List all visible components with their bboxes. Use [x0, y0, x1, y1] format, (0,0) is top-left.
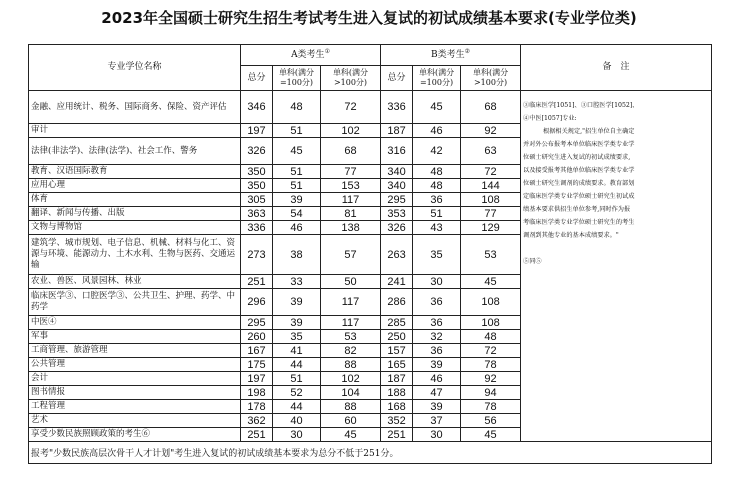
score-a-s100: 41 [273, 344, 321, 358]
score-table [28, 44, 712, 464]
score-a-s100: 39 [273, 316, 321, 330]
score-a-total: 363 [241, 207, 273, 221]
score-b-s100: 30 [413, 275, 461, 289]
score-a-sover: 117 [321, 193, 381, 207]
score-b-sover: 77 [461, 207, 521, 221]
subject-name: 应用心理 [29, 179, 241, 193]
subject-name: 会计 [29, 372, 241, 386]
score-b-sover: 63 [461, 138, 521, 165]
score-a-sover: 72 [321, 91, 381, 124]
score-b-s100: 39 [413, 358, 461, 372]
score-a-total: 273 [241, 235, 273, 275]
score-a-sover: 45 [321, 428, 381, 442]
subject-name: 审计 [29, 124, 241, 138]
subject-name: 军事 [29, 330, 241, 344]
score-a-total: 350 [241, 165, 273, 179]
score-b-total: 316 [381, 138, 413, 165]
b-single100-header: 单科(满分 =100分) [413, 66, 461, 91]
score-b-s100: 32 [413, 330, 461, 344]
score-b-total: 187 [381, 372, 413, 386]
remarks-line: ④中医[1057]专业: [523, 115, 577, 122]
score-b-total: 326 [381, 221, 413, 235]
subject-name: 公共管理 [29, 358, 241, 372]
score-b-total: 165 [381, 358, 413, 372]
score-a-sover: 88 [321, 400, 381, 414]
score-a-sover: 102 [321, 124, 381, 138]
score-a-total: 178 [241, 400, 273, 414]
score-a-sover: 50 [321, 275, 381, 289]
subject-name: 翻译、新闻与传播、出版 [29, 207, 241, 221]
score-a-s100: 39 [273, 193, 321, 207]
subject-name: 临床医学③、口腔医学③、公共卫生、护理、药学、中药学 [29, 289, 241, 316]
score-a-s100: 38 [273, 235, 321, 275]
score-b-s100: 51 [413, 207, 461, 221]
score-b-s100: 39 [413, 400, 461, 414]
page-title: 2023年全国硕士研究生招生考试考生进入复试的初试成绩基本要求(专业学位类) [101, 9, 637, 27]
subject-name: 文物与博物馆 [29, 221, 241, 235]
score-b-total: 286 [381, 289, 413, 316]
remarks-line: 绩基本要求供招生单位参考,同时作为报 [523, 206, 631, 213]
score-b-total: 168 [381, 400, 413, 414]
score-a-total: 251 [241, 428, 273, 442]
score-b-sover: 53 [461, 235, 521, 275]
score-a-s100: 51 [273, 372, 321, 386]
score-b-total: 251 [381, 428, 413, 442]
score-a-total: 305 [241, 193, 273, 207]
remarks-line: ⑤同⑤ [523, 258, 542, 265]
score-b-s100: 36 [413, 289, 461, 316]
score-b-sover: 144 [461, 179, 521, 193]
score-a-total: 251 [241, 275, 273, 289]
subject-name: 工程管理 [29, 400, 241, 414]
score-b-total: 241 [381, 275, 413, 289]
score-b-total: 352 [381, 414, 413, 428]
remarks-line: 并对外公布报考本单位临床医学类专业学 [523, 141, 635, 148]
score-b-sover: 108 [461, 289, 521, 316]
score-b-sover: 94 [461, 386, 521, 400]
score-a-s100: 45 [273, 138, 321, 165]
score-a-sover: 138 [321, 221, 381, 235]
score-b-s100: 36 [413, 316, 461, 330]
subject-name: 工商管理、旅游管理 [29, 344, 241, 358]
score-b-s100: 46 [413, 124, 461, 138]
score-a-sover: 104 [321, 386, 381, 400]
remarks-line: 定临床医学类专业学位硕士研究生初试成 [523, 193, 635, 200]
score-b-sover: 72 [461, 344, 521, 358]
score-b-total: 250 [381, 330, 413, 344]
score-b-s100: 46 [413, 372, 461, 386]
score-a-total: 336 [241, 221, 273, 235]
score-a-sover: 53 [321, 330, 381, 344]
score-a-total: 198 [241, 386, 273, 400]
score-b-sover: 108 [461, 316, 521, 330]
score-a-s100: 52 [273, 386, 321, 400]
b-singleover-header: 单科(满分 >100分) [461, 66, 521, 91]
score-a-total: 197 [241, 124, 273, 138]
subject-name: 法律(非法学)、法律(法学)、社会工作、警务 [29, 138, 241, 165]
score-a-sover: 88 [321, 358, 381, 372]
remarks-line: 调剂到其他专业的基本成绩要求。" [523, 232, 619, 239]
group-a-header: A类考生① [241, 45, 381, 66]
remarks-line: 根据相关规定,"招生单位自主确定 [543, 128, 635, 135]
score-b-s100: 42 [413, 138, 461, 165]
score-b-sover: 48 [461, 330, 521, 344]
remarks-line: 以及接受报考其他单位临床医学类专业学 [523, 167, 635, 174]
score-b-s100: 43 [413, 221, 461, 235]
score-b-total: 285 [381, 316, 413, 330]
score-b-sover: 78 [461, 400, 521, 414]
score-a-sover: 82 [321, 344, 381, 358]
score-b-total: 157 [381, 344, 413, 358]
score-a-s100: 48 [273, 91, 321, 124]
score-b-s100: 36 [413, 344, 461, 358]
score-b-s100: 48 [413, 165, 461, 179]
score-a-sover: 57 [321, 235, 381, 275]
score-b-sover: 68 [461, 91, 521, 124]
subject-name: 金融、应用统计、税务、国际商务、保险、资产评估 [29, 91, 241, 124]
score-a-total: 197 [241, 372, 273, 386]
score-a-sover: 117 [321, 289, 381, 316]
table-row [29, 91, 712, 124]
score-a-s100: 33 [273, 275, 321, 289]
subject-name: 享受少数民族照顾政策的考生⑥ [29, 428, 241, 442]
score-b-sover: 56 [461, 414, 521, 428]
score-a-total: 260 [241, 330, 273, 344]
subject-name: 中医④ [29, 316, 241, 330]
remarks-line: 位硕士研究生调剂的成绩要求。教育部划 [523, 180, 635, 187]
subject-name: 艺术 [29, 414, 241, 428]
score-a-s100: 44 [273, 400, 321, 414]
subject-name: 建筑学、城市规划、电子信息、机械、材料与化工、资源与环境、能源动力、土木水利、生物与医药、交通运输 [29, 235, 241, 275]
score-a-sover: 81 [321, 207, 381, 221]
footer-note: 报考"少数民族高层次骨干人才计划"考生进入复试的初试成绩基本要求为总分不低于251分。 [29, 442, 712, 464]
score-b-sover: 45 [461, 275, 521, 289]
score-b-total: 340 [381, 179, 413, 193]
score-a-sover: 117 [321, 316, 381, 330]
subject-header: 专业学位名称 [29, 45, 241, 91]
remarks-line: 位硕士研究生进入复试的初试成绩要求, [523, 154, 631, 161]
score-a-s100: 30 [273, 428, 321, 442]
score-a-total: 175 [241, 358, 273, 372]
a-total-header: 总分 [241, 66, 273, 91]
score-b-total: 187 [381, 124, 413, 138]
score-b-s100: 30 [413, 428, 461, 442]
score-a-total: 296 [241, 289, 273, 316]
score-a-s100: 54 [273, 207, 321, 221]
score-b-sover: 45 [461, 428, 521, 442]
score-a-s100: 39 [273, 289, 321, 316]
score-a-total: 167 [241, 344, 273, 358]
score-a-total: 346 [241, 91, 273, 124]
subject-name: 图书情报 [29, 386, 241, 400]
score-b-total: 188 [381, 386, 413, 400]
score-b-total: 336 [381, 91, 413, 124]
remarks-line: 考临床医学类专业学位硕士研究生的考生 [523, 219, 635, 226]
score-a-s100: 35 [273, 330, 321, 344]
score-b-sover: 92 [461, 372, 521, 386]
score-a-sover: 102 [321, 372, 381, 386]
score-a-s100: 51 [273, 165, 321, 179]
score-a-sover: 153 [321, 179, 381, 193]
score-b-s100: 45 [413, 91, 461, 124]
subject-name: 教育、汉语国际教育 [29, 165, 241, 179]
a-singleover-header: 单科(满分 >100分) [321, 66, 381, 91]
score-a-total: 326 [241, 138, 273, 165]
footer-row [29, 442, 712, 464]
score-b-sover: 129 [461, 221, 521, 235]
score-b-sover: 72 [461, 165, 521, 179]
score-a-total: 350 [241, 179, 273, 193]
a-single100-header: 单科(满分 =100分) [273, 66, 321, 91]
score-b-sover: 78 [461, 358, 521, 372]
score-b-s100: 47 [413, 386, 461, 400]
score-b-total: 340 [381, 165, 413, 179]
remarks-cell [521, 91, 712, 442]
score-a-s100: 51 [273, 179, 321, 193]
score-b-s100: 37 [413, 414, 461, 428]
remarks-line: ③临床医学[1051]、③口腔医学[1052]、 [523, 102, 639, 109]
score-b-s100: 48 [413, 179, 461, 193]
score-b-total: 353 [381, 207, 413, 221]
score-a-s100: 51 [273, 124, 321, 138]
score-b-s100: 35 [413, 235, 461, 275]
remarks-header: 备 注 [521, 45, 712, 91]
score-a-s100: 46 [273, 221, 321, 235]
score-a-total: 362 [241, 414, 273, 428]
score-a-s100: 40 [273, 414, 321, 428]
score-b-s100: 36 [413, 193, 461, 207]
score-b-total: 295 [381, 193, 413, 207]
score-a-sover: 60 [321, 414, 381, 428]
score-a-sover: 77 [321, 165, 381, 179]
score-b-sover: 108 [461, 193, 521, 207]
score-a-total: 295 [241, 316, 273, 330]
b-total-header: 总分 [381, 66, 413, 91]
score-b-sover: 92 [461, 124, 521, 138]
subject-name: 体育 [29, 193, 241, 207]
score-a-sover: 68 [321, 138, 381, 165]
score-a-s100: 44 [273, 358, 321, 372]
score-b-total: 263 [381, 235, 413, 275]
group-b-header: B类考生② [381, 45, 521, 66]
subject-name: 农业、兽医、风景园林、林业 [29, 275, 241, 289]
